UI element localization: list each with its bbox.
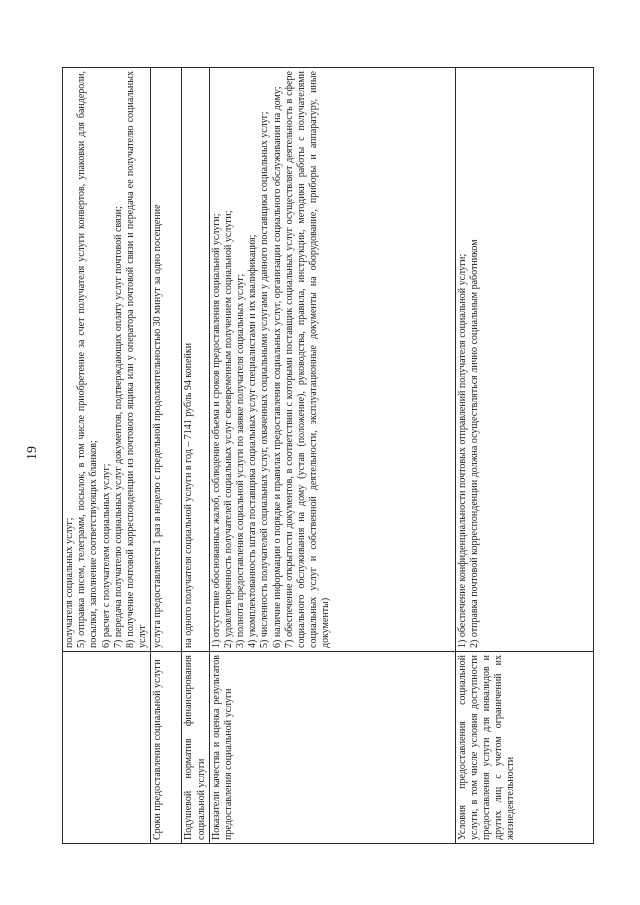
row-value [182, 68, 209, 652]
value-line: 1) отсутствие обоснованных жалоб, соблюдение объема и сроков предоставления социальной услуги; [210, 213, 222, 648]
value-line: 1) обеспечение конфиденциальности почтовых отправлений получателя социальной услуги; [456, 253, 468, 648]
page-sheet [62, 67, 594, 844]
rotated-table-wrapper [62, 67, 594, 844]
row-service-conditions [455, 68, 593, 844]
value-line: 2) удовлетворенность получателей социальных услуг своевременным получением социальной услуги; [222, 210, 234, 648]
row-value [63, 68, 151, 652]
value-line: на одного получателя социальной услуги в год – 7141 рубль 94 копейки [183, 342, 195, 648]
value-line: 8) получение почтовой корреспонденции из почтового ящика или у оператора почтовой связи и передача ее получателю социальных услуг [124, 71, 149, 648]
row-continuation [63, 68, 151, 844]
value-line: 2) отправка почтовой корреспонденции должна осуществляться лично социальным работником [468, 239, 480, 648]
value-line: 5) отправка писем, телеграмм, посылок, в том числе приобретение за счет получателя услуги конвертов, упаковки для бандероли, посылки, заполнение соответствующих бланков; [76, 71, 100, 648]
row-quality-indicators [209, 68, 455, 844]
value-line: 5) численность получателей социальных услуг, охваченных социальными услугами у данного поставщика социальных услуг; [259, 111, 271, 648]
value-line: 7) передача получателю социальных услуг документов, подтверждающих оплату услуг почтовой связи; [112, 206, 124, 648]
row-label: Условия предоставления социальной услуги, в том числе условия доступности предоставления услуги для инвалидов и других лиц с учетом ограничений их жизнедеятельности [455, 652, 593, 844]
value-line: получателя социальных услуг; [64, 517, 75, 648]
row-financing-norm [182, 68, 209, 844]
row-value [455, 68, 593, 652]
row-value [151, 68, 182, 652]
row-value [209, 68, 455, 652]
row-label: Подушевой норматив финансирования социальной услуги [182, 652, 209, 844]
table-body [63, 68, 594, 844]
service-description-table [62, 67, 594, 844]
row-label [63, 652, 151, 844]
row-label: Сроки предоставления социальной услуги [151, 652, 182, 844]
value-line: услуга предоставляется 1 раз в неделю с предельной продолжительностью 30 минут за одно посещение [152, 204, 164, 648]
value-line: 3) полнота предоставления социальной услуги по заявке получателя социальных услуг; [235, 273, 247, 648]
value-line: 4) укомплектованность штата поставщика социальных услуг специалистами и их квалификация; [247, 234, 259, 648]
row-service-terms [151, 68, 182, 844]
value-line: 6) расчет с получателем социальных услуг; [100, 463, 112, 648]
value-line: 6) наличие информации о порядке и правилах предоставления социальных услуг, организации социального обслуживания на дому; [271, 86, 283, 648]
page-number: 19 [25, 446, 40, 460]
row-label: Показатели качества и оценка результатов предоставления социальной услуги [209, 652, 455, 844]
value-line: 7) обеспечение открытости документов, в соответствии с которыми поставщик социальных услуг осуществляет деятельность в сфере социального обслуживания на дому (устав (положение), руководства, правила, инструкции, методики работы с получателями социальных услуг и собственной деятельности, эксплуатационные документы на оборудование, приборы и аппаратуру, иные документы) [283, 71, 332, 648]
